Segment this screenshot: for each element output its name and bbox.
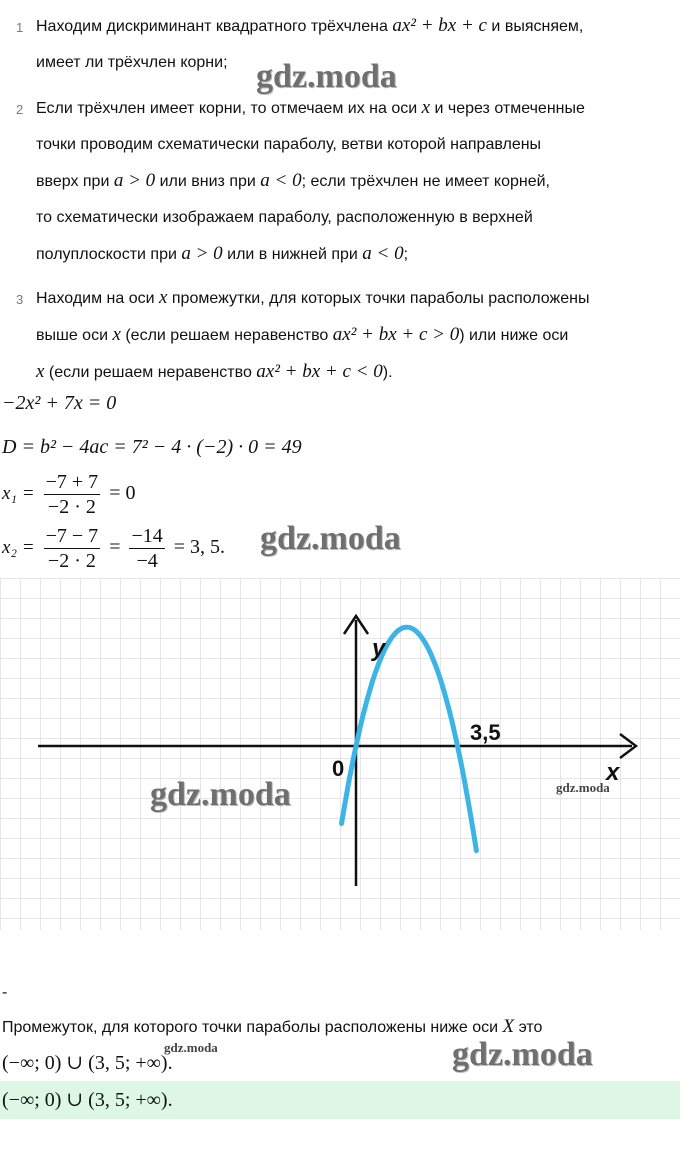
equation-x2: x₂ = $\frac{-7 - 7}{-2 \cdot 2}$ = $\frac{-14}{-4}$ = 3, 5. bbox=[2, 525, 226, 572]
step-text: Находим на оси x промежутки, для которых точки параболы расположены выше оси x (если решаем неравенство ax² + bx + c > 0) или ниже оси x (если решаем неравенство ax² + bx + c < 0). bbox=[36, 287, 590, 382]
equation-main: −2x² + 7x = 0 bbox=[2, 392, 117, 414]
parabola-graph bbox=[0, 578, 680, 930]
equation-x1: x₁ = $\frac{-7 + 7}{-2 \cdot 2}$ = 0 bbox=[2, 471, 136, 518]
answer-box: (−∞; 0) ∪ (3, 5; +∞). bbox=[0, 1081, 680, 1119]
step-text: Находим дискриминант квадратного трёхчлена ax² + bx + c и выясняем, имеет ли трёхчлен корни; bbox=[36, 15, 584, 71]
step-number: 2 bbox=[16, 102, 24, 117]
conclusion-text: Промежуток, для которого точки параболы расположены ниже оси X это bbox=[2, 1016, 543, 1037]
watermark-logo: gdz.moda bbox=[556, 780, 610, 795]
x-label: x bbox=[606, 759, 620, 786]
fraction: $\frac{-7 - 7}{-2 \cdot 2}$ bbox=[45, 525, 99, 572]
fraction: $\frac{-7 + 7}{-2 \cdot 2}$ bbox=[45, 471, 99, 518]
y-label: y bbox=[372, 635, 386, 662]
step-text: Если трёхчлен имеет корни, то отмечаем их на оси x и через отмеченные точки проводим схематически параболу, ветви которой направлены вверх при a > 0 или вниз при a < 0; если трёхчлен не имеет корней, то схематически изображаем параболу, расположенную в верхней полуплоскости при a > 0 или в нижней при a < 0; bbox=[36, 97, 585, 264]
watermark-logo: gdz.moda bbox=[452, 1036, 593, 1073]
origin-label: 0 bbox=[332, 756, 345, 781]
separator-dash: - bbox=[2, 984, 8, 1001]
step-number: 3 bbox=[16, 292, 24, 307]
root-label: 3,5 bbox=[470, 720, 501, 745]
parabola-curve bbox=[342, 627, 477, 851]
equation-discriminant: D = b² − 4ac = 7² − 4 · (−2) · 0 = 49 bbox=[2, 436, 302, 458]
interval-result: (−∞; 0) ∪ (3, 5; +∞). bbox=[2, 1052, 173, 1074]
watermark-logo: gdz.moda bbox=[260, 520, 401, 557]
graph-svg bbox=[0, 578, 680, 930]
watermark-logo: gdz.moda bbox=[150, 776, 291, 813]
watermark-logo: gdz.moda bbox=[256, 58, 397, 95]
step-number: 1 bbox=[16, 20, 24, 35]
fraction: $\frac{-14}{-4}$ bbox=[131, 525, 163, 572]
watermark-logo: gdz.moda bbox=[164, 1040, 218, 1055]
